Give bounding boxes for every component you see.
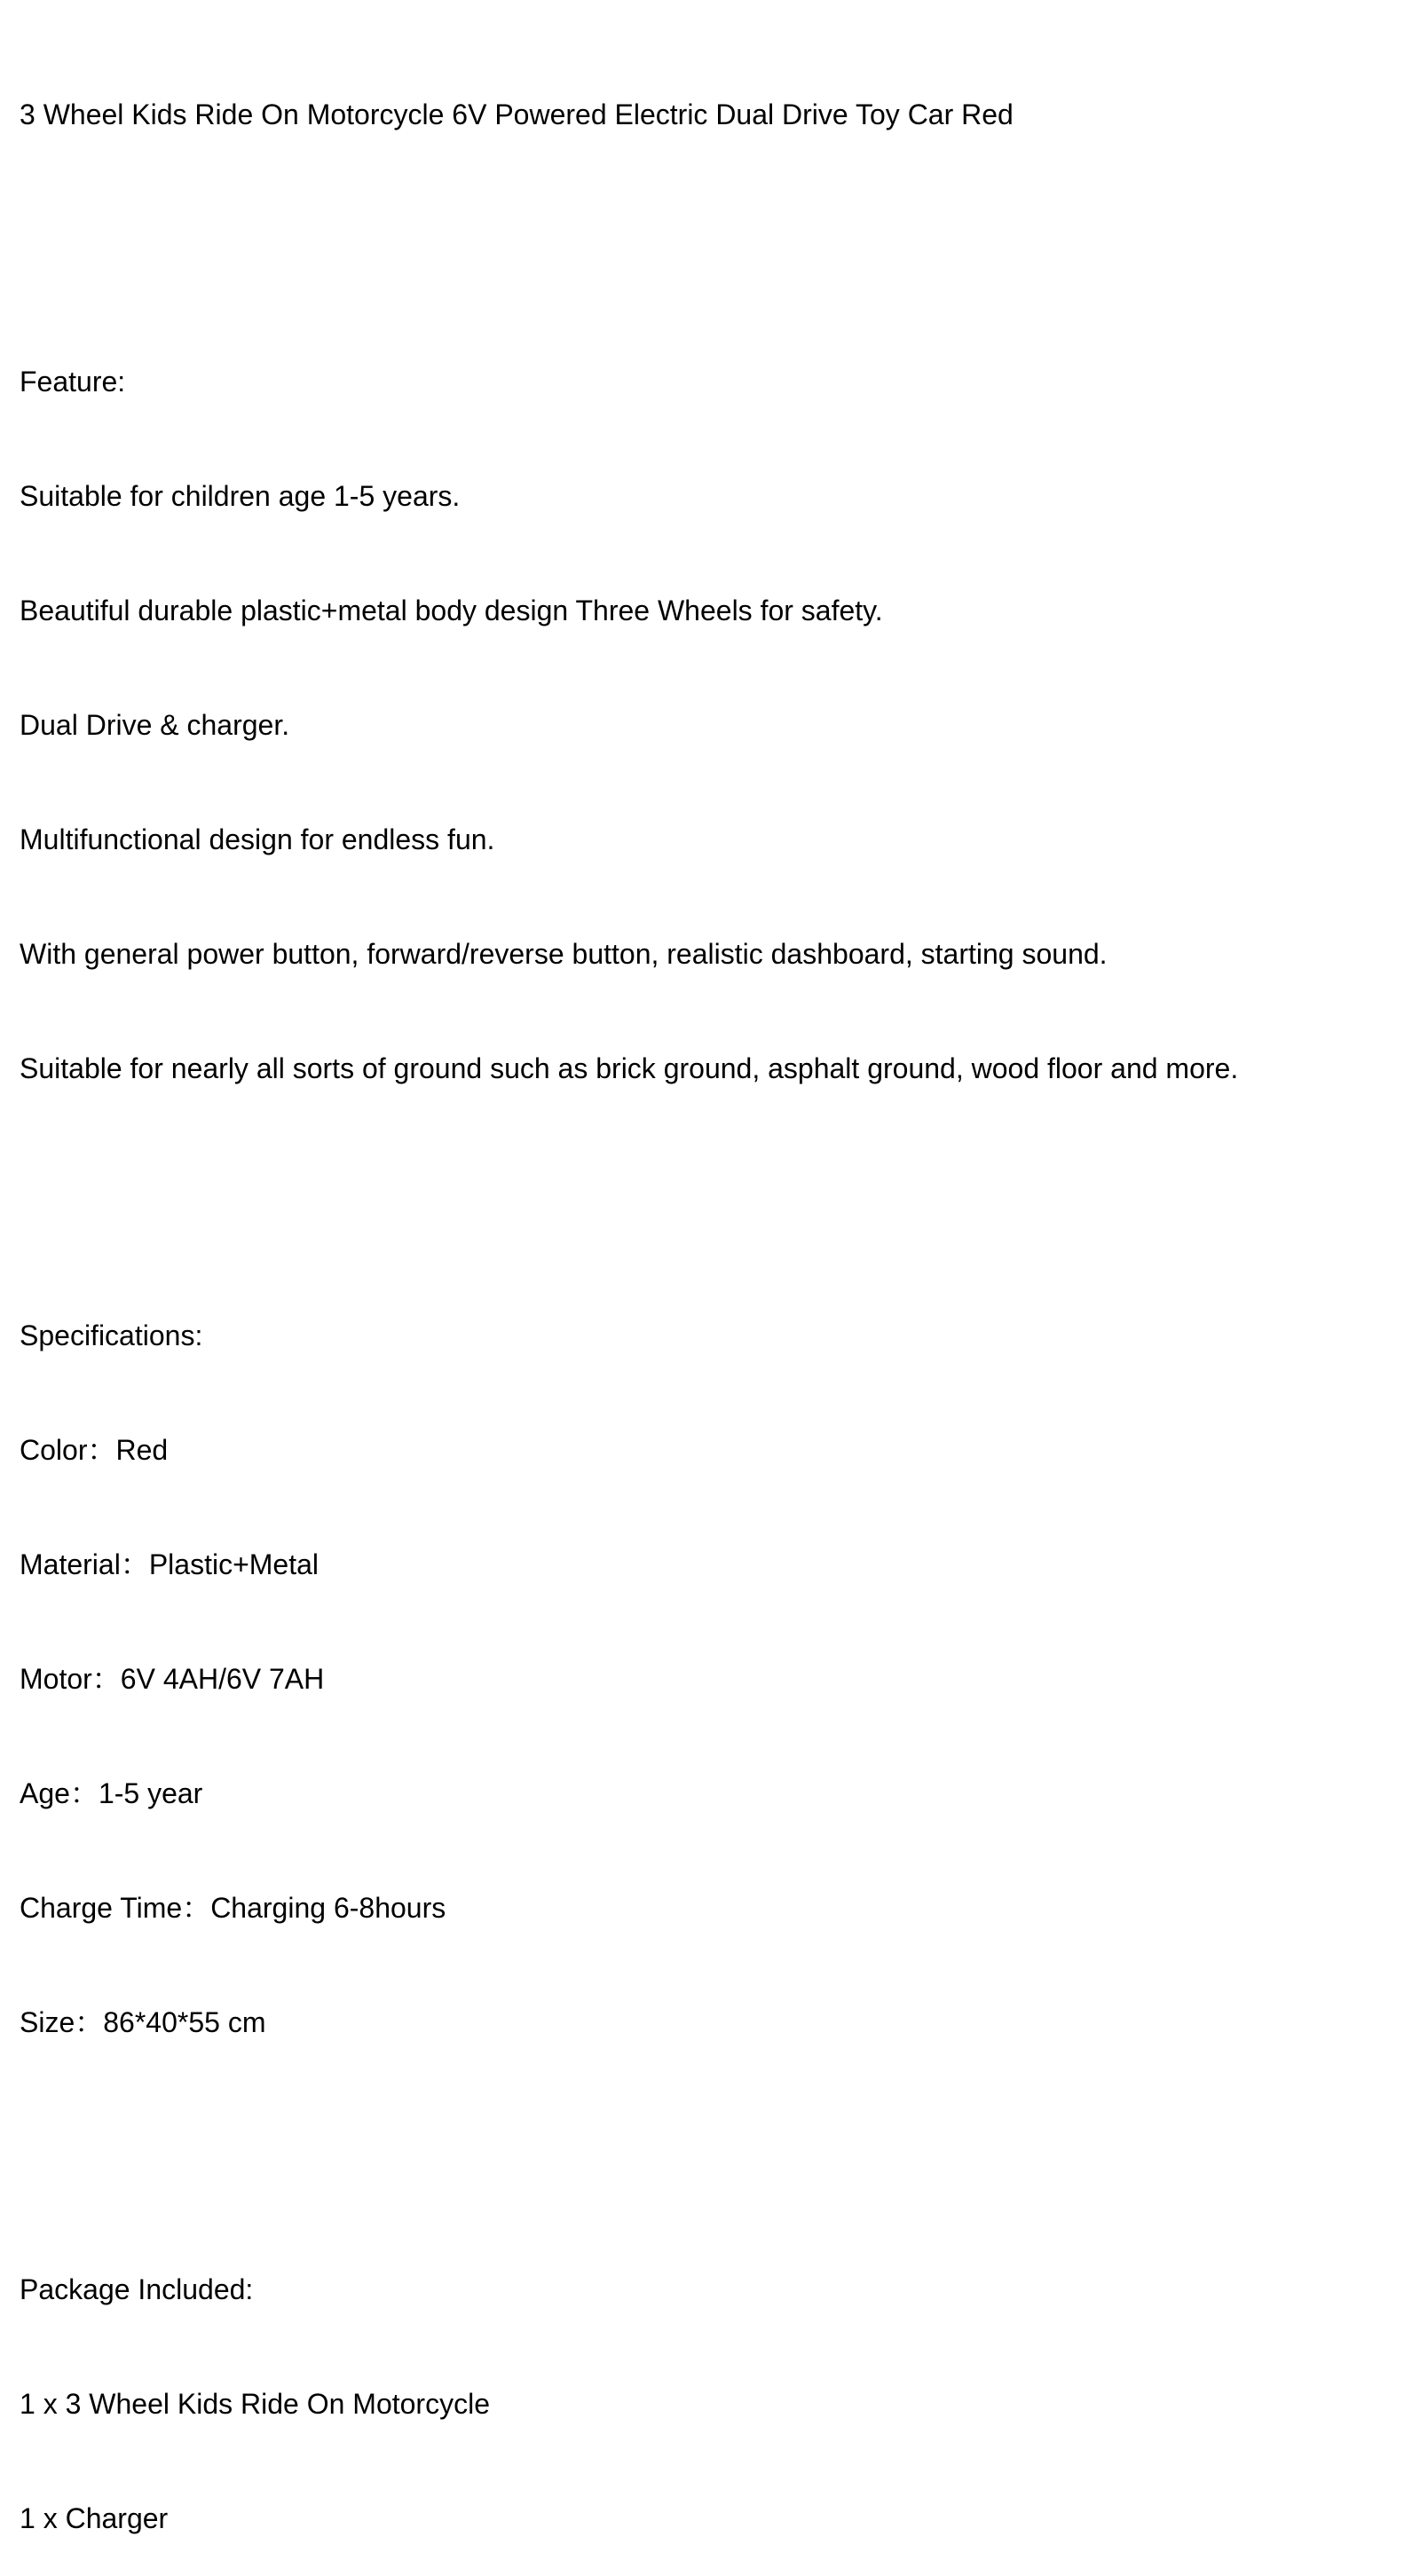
spec-material: Material：Plastic+Metal: [20, 1548, 320, 1580]
spec-size: Size：86*40*55 cm: [20, 2006, 266, 2038]
spec-charge-time: Charge Time：Charging 6-8hours: [20, 1892, 446, 1924]
feature-item: Beautiful durable plastic+metal body design Three Wheels for safety.: [20, 595, 883, 626]
package-item: 1 x 3 Wheel Kids Ride On Motorcycle: [20, 2388, 490, 2420]
spec-motor: Motor：6V 4AH/6V 7AH: [20, 1663, 325, 1695]
spacer: [20, 2118, 1413, 2156]
spacer: [20, 1164, 1413, 1202]
feature-item: Multifunctional design for endless fun.: [20, 823, 495, 855]
specifications-heading: Specifications:: [20, 1320, 203, 1351]
package-item: 1 x Charger: [20, 2502, 169, 2534]
feature-item: Dual Drive & charger.: [20, 709, 290, 741]
feature-heading: Feature:: [20, 366, 126, 398]
spec-age: Age：1-5 year: [20, 1777, 203, 1809]
spec-color: Color：Red: [20, 1434, 169, 1466]
feature-item: Suitable for children age 1-5 years.: [20, 480, 461, 512]
feature-item: Suitable for nearly all sorts of ground such as brick ground, asphalt ground, wood floor and more.: [20, 1052, 1239, 1084]
product-description: [20, 20, 1413, 2576]
package-heading: Package Included:: [20, 2273, 254, 2305]
product-title: 3 Wheel Kids Ride On Motorcycle 6V Powered Electric Dual Drive Toy Car Red: [20, 98, 1014, 130]
feature-item: With general power button, forward/reverse button, realistic dashboard, starting sound.: [20, 938, 1108, 970]
spacer: [20, 210, 1413, 248]
